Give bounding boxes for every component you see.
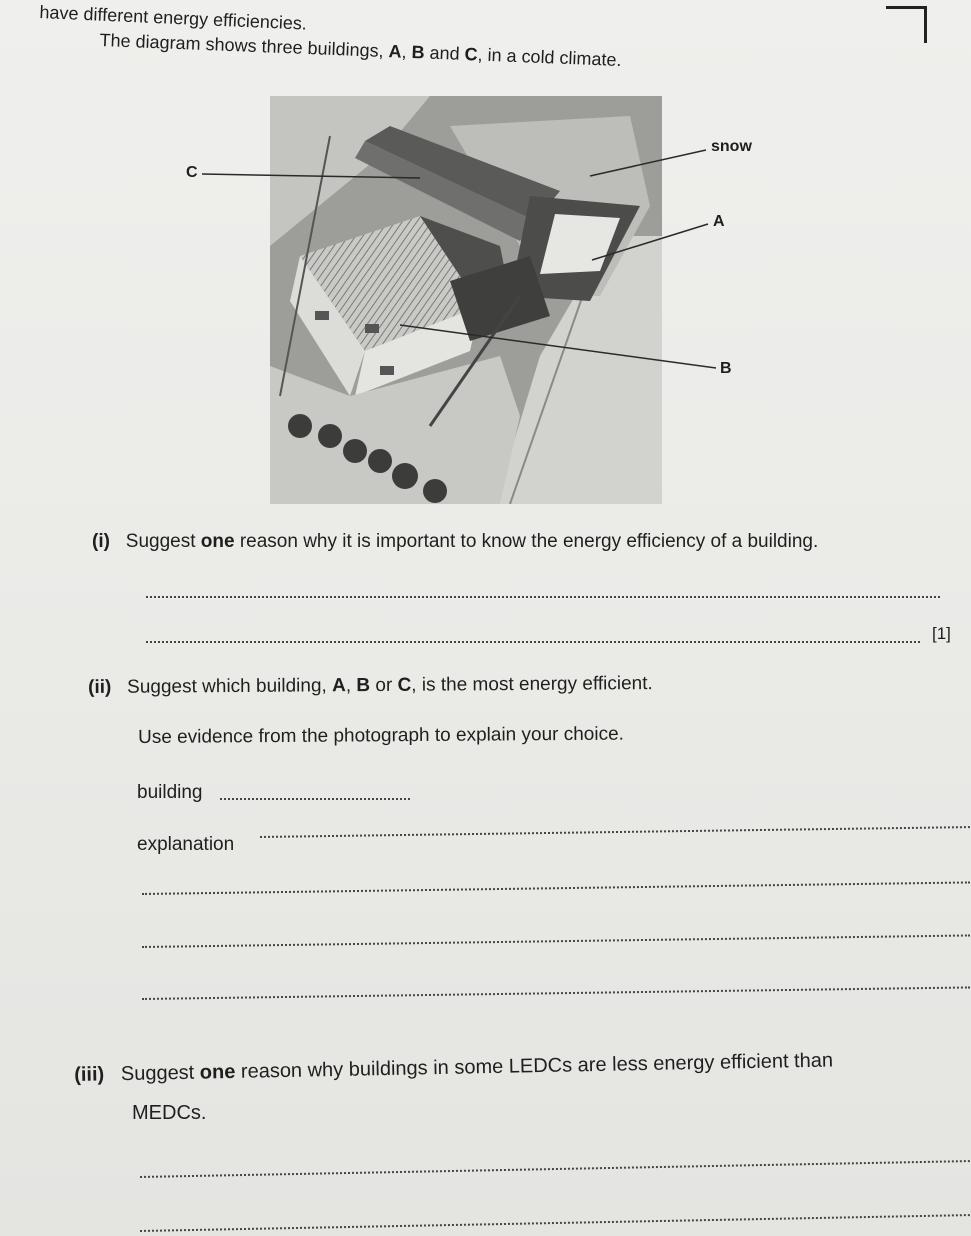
marks-label: [1] xyxy=(932,624,951,643)
question-ii-instruction: Use evidence from the photograph to explain your choice. xyxy=(138,723,624,748)
question-ii: (ii) Suggest which building, A, B or C, is the most energy efficient. xyxy=(88,673,653,698)
header-fragment: have different energy efficiencies. xyxy=(39,2,308,34)
question-iii-line2: MEDCs. xyxy=(132,1102,207,1124)
answer-line[interactable] xyxy=(142,881,970,895)
answer-line[interactable] xyxy=(142,934,970,948)
answer-line[interactable] xyxy=(140,1160,970,1178)
label-c: C xyxy=(186,164,198,181)
label-b: B xyxy=(720,360,732,377)
label-snow: snow xyxy=(711,138,752,155)
building-answer-line[interactable] xyxy=(220,798,410,800)
label-leader-lines xyxy=(0,0,971,520)
building-label: building xyxy=(137,782,203,803)
intro-text: The diagram shows three buildings, A, B and C, in a cold climate. xyxy=(99,30,622,71)
label-a: A xyxy=(713,213,725,230)
question-number: (i) xyxy=(92,531,110,552)
question-iii: (iii) Suggest one reason why buildings in some LEDCs are less energy efficient than xyxy=(74,1049,834,1086)
question-number: (iii) xyxy=(74,1063,105,1086)
answer-line[interactable] xyxy=(142,986,970,1000)
answer-line[interactable] xyxy=(140,1214,970,1232)
question-i: (i) Suggest one reason why it is important to know the energy efficiency of a building. xyxy=(92,531,819,552)
explanation-label: explanation xyxy=(137,834,235,855)
answer-line[interactable] xyxy=(146,641,920,643)
answer-line[interactable] xyxy=(146,596,940,598)
question-number: (ii) xyxy=(88,676,112,698)
answer-line[interactable] xyxy=(260,826,970,838)
